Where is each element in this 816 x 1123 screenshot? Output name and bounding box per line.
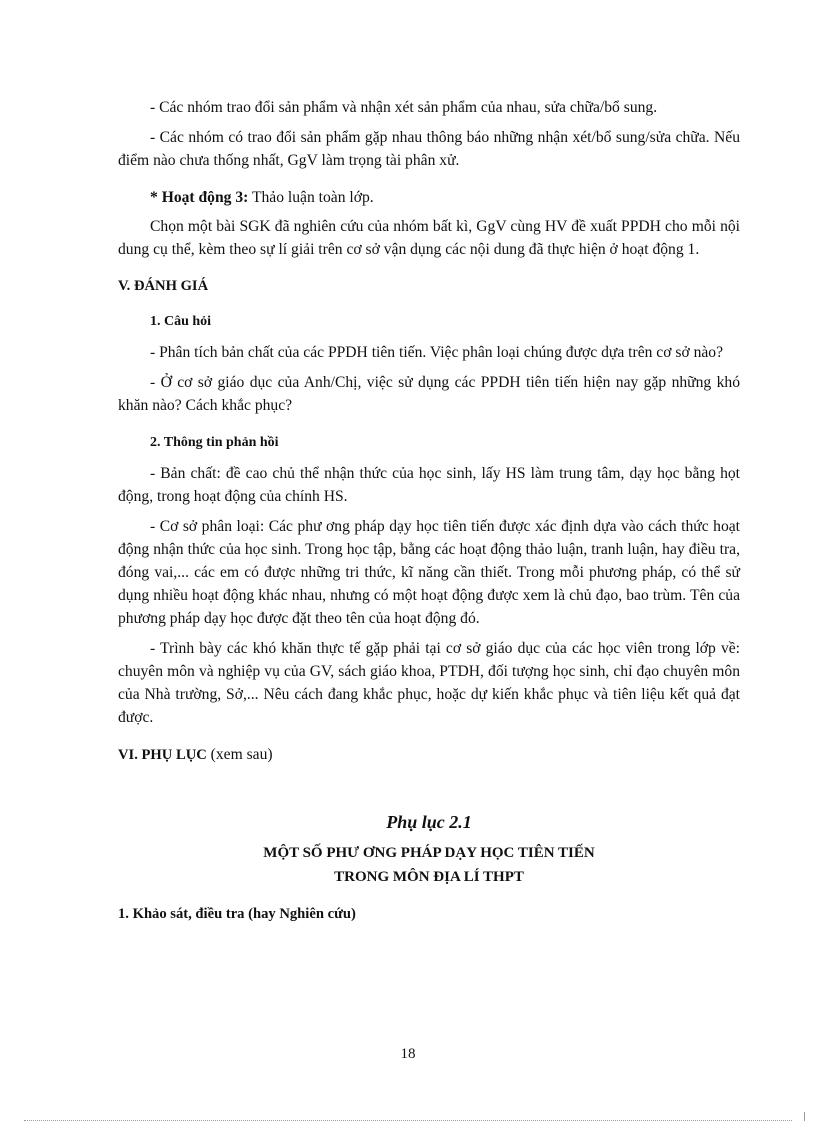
paragraph: Chọn một bài SGK đã nghiên cứu của nhóm bất kì, GgV cùng HV đề xuất PPDH cho mỗi nội dung cụ thể, kèm theo sự lí giải trên cơ sở vận dụng các nội dung đã thực hiện ở hoạt động 1. bbox=[118, 218, 740, 258]
page-content bbox=[118, 96, 740, 926]
activity-3-heading bbox=[118, 186, 740, 209]
question-item: - Phân tích bản chất của các PPDH tiên tiến. Việc phân loại chúng được dựa trên cơ sở nào? bbox=[150, 344, 724, 361]
paragraph: - Các nhóm trao đổi sản phẩm và nhận xét sản phẩm của nhau, sửa chữa/bổ sung. bbox=[150, 99, 658, 116]
appendix-section-1-heading: 1. Khảo sát, điều tra (hay Nghiên cứu) bbox=[118, 906, 356, 922]
appendix-label: Phụ lục 2.1 bbox=[386, 812, 472, 832]
activity-3-text: Thảo luận toàn lớp. bbox=[248, 189, 374, 206]
questions-heading: 1. Câu hỏi bbox=[150, 314, 212, 329]
appendix-title-line-1: MỘT SỐ PHƯ ƠNG PHÁP DẠY HỌC TIÊN TIẾN bbox=[263, 845, 595, 861]
section-6-note: (xem sau) bbox=[206, 746, 273, 763]
appendix-title-line-2: TRONG MÔN ĐỊA LÍ THPT bbox=[334, 869, 524, 885]
page-bottom-divider bbox=[24, 1120, 792, 1121]
activity-3-label: * Hoạt động 3: bbox=[150, 189, 249, 206]
appendix-header bbox=[118, 809, 740, 889]
feedback-item: - Trình bày các khó khăn thực tế gặp phải tại cơ sở giáo dục của các học viên trong lớp về: chuyên môn và nghiệp vụ của GV, sách giáo khoa, PTDH, đối tượng học sinh, chỉ đạo chuyên môn của Nhà trường, Sở,... Nêu cách đang khắc phục, hoặc dự kiến khắc phục và tiên liệu kết quả đạt được. bbox=[118, 640, 740, 726]
section-6-heading bbox=[118, 743, 740, 767]
feedback-item: - Bản chất: đề cao chủ thể nhận thức của học sinh, lấy HS làm trung tâm, dạy học bằng họt động, trong hoạt động của chính HS. bbox=[118, 465, 740, 505]
feedback-heading: 2. Thông tin phản hồi bbox=[150, 435, 279, 450]
section-6-title: VI. PHỤ LỤC bbox=[118, 747, 207, 763]
paragraph: - Các nhóm có trao đổi sản phẩm gặp nhau thông báo những nhận xét/bổ sung/sửa chữa. Nếu điểm nào chưa thống nhất, GgV làm trọng tài phân xử. bbox=[118, 129, 740, 169]
page-number: 18 bbox=[400, 1046, 416, 1062]
question-item: - Ở cơ sở giáo dục của Anh/Chị, việc sử dụng các PPDH tiên tiến hiện nay gặp những khó khăn nào? Cách khắc phục? bbox=[118, 374, 740, 414]
page-corner-mark bbox=[804, 1112, 805, 1121]
feedback-item: - Cơ sở phân loại: Các phư ơng pháp dạy học tiên tiến được xác định dựa vào cách thức hoạt động nhận thức của học sinh. Trong học tập, bằng các hoạt động thảo luận, tranh luận, hay điều tra, đóng vai,... các em có được những tri thức, kĩ năng cần thiết. Trong mỗi phương pháp, có thể sử dụng nhiều hoạt động khác nhau, nhưng có một hoạt động được xem là chủ đạo, bao trùm. Tên của phương pháp dạy học được đặt theo tên của hoạt động đó. bbox=[118, 518, 740, 627]
section-5-heading: V. ĐÁNH GIÁ bbox=[118, 278, 209, 294]
